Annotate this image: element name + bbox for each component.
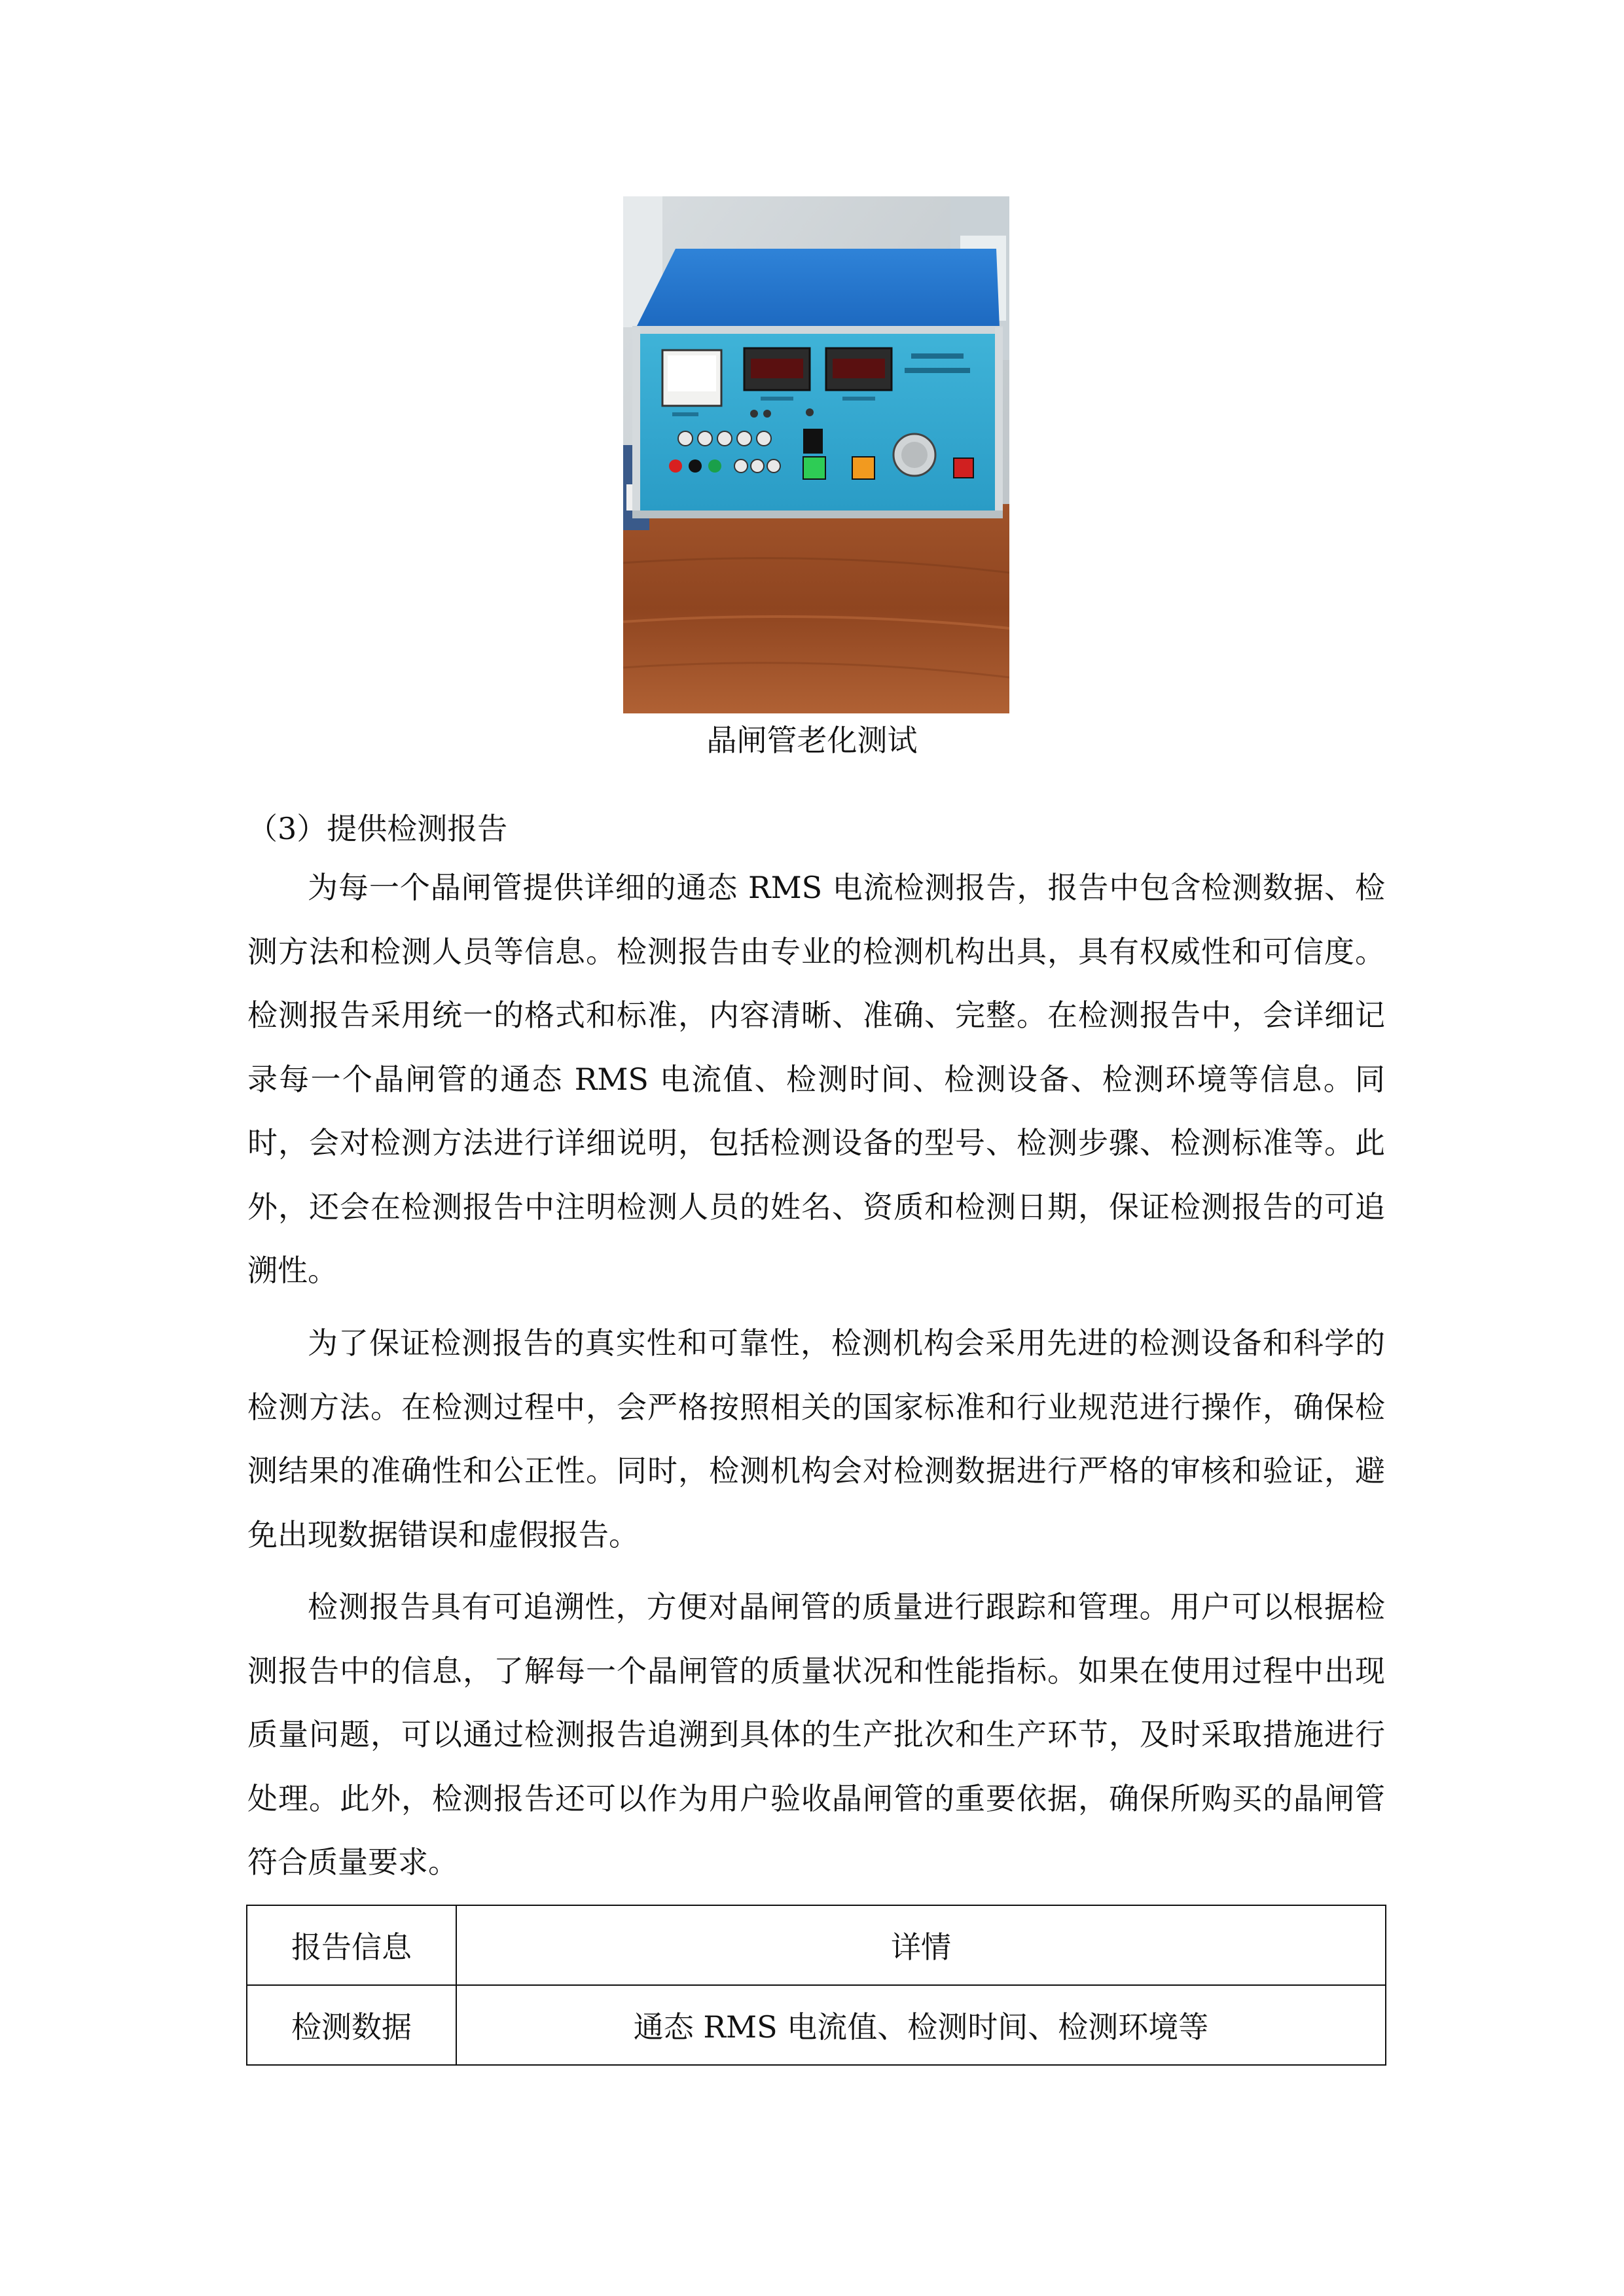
paragraph-1: 为每一个晶闸管提供详细的通态 RMS 电流检测报告，报告中包含检测数据、检测方法和检测人员等信息。检测报告由专业的检测机构出具，具有权威性和可信度。检测报告采用统一的格式和标准，内容清晰、准确、完整。在检测报告中，会详细记录每一个晶闸管的通态 RMS 电流值、检测时间、检测设备、检测环境等信息。同时，会对检测方法进行详细说明，包括检测设备的型号、检测步骤、检测标准等。此外，还会在检测报告中注明检测人员的姓名、资质和检测日期，保证检测报告的可追溯性。	[247, 870, 1385, 1288]
report-info-table	[246, 1905, 1386, 2066]
paragraph-2: 为了保证检测报告的真实性和可靠性，检测机构会采用先进的检测设备和科学的检测方法。在检测过程中，会严格按照相关的国家标准和行业规范进行操作，确保检测结果的准确性和公正性。同时，检测机构会对检测数据进行严格的审核和验证，避免出现数据错误和虚假报告。	[247, 1325, 1385, 1552]
device-photo	[623, 196, 1009, 713]
table-header-row	[247, 1905, 1386, 1985]
table-cell: 通态 RMS 电流值、检测时间、检测环境等	[456, 1985, 1386, 2065]
figure-caption: 晶闸管老化测试	[706, 723, 918, 758]
paragraph-3: 检测报告具有可追溯性，方便对晶闸管的质量进行跟踪和管理。用户可以根据检测报告中的信息，了解每一个晶闸管的质量状况和性能指标。如果在使用过程中出现质量问题，可以通过检测报告追溯到具体的生产批次和生产环节，及时采取措施进行处理。此外，检测报告还可以作为用户验收晶闸管的重要依据，确保所购买的晶闸管符合质量要求。	[247, 1589, 1385, 1880]
table-cell: 检测数据	[247, 1985, 456, 2065]
table-header-cell: 报告信息	[247, 1905, 456, 1985]
section-heading: （3）提供检测报告	[247, 811, 508, 846]
table-header-cell: 详情	[456, 1905, 1386, 1985]
thyristor-aging-tester-image	[623, 196, 1009, 713]
table-row	[247, 1985, 1386, 2065]
